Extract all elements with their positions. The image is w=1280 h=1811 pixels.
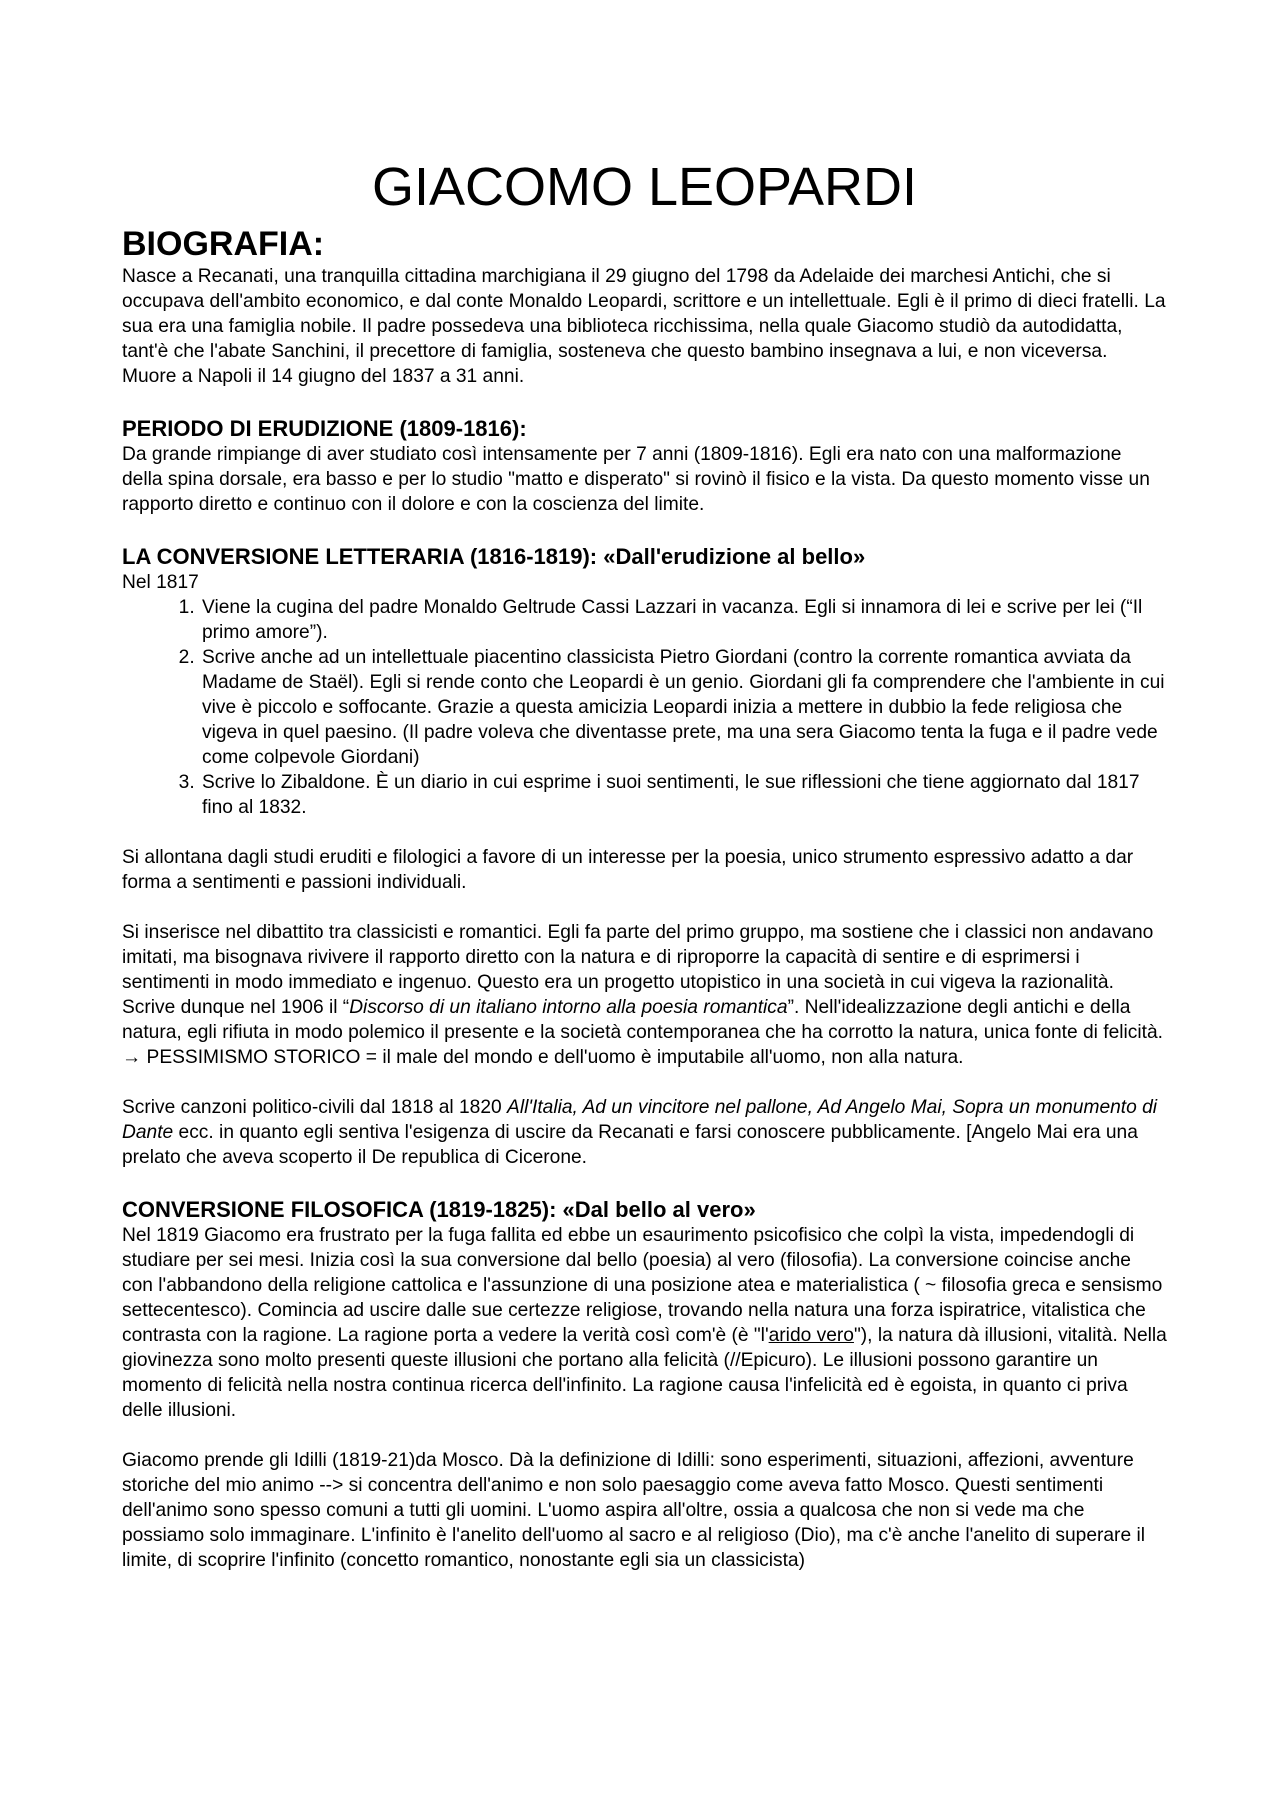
document-page [122,150,1167,1573]
discorso-title-italic: Discorso di un italiano intorno alla poesia romantica [349,997,788,1018]
dibattito-paragraph [122,920,1167,1070]
spacer [122,820,1167,845]
spacer [122,1070,1167,1095]
conversione-letteraria-list [122,595,1167,820]
filosofica-text-part: "), la natura dà illusioni, vitalità. Nella giovinezza sono molto presenti queste illusioni che portano alla felicità (//Epicuro). Le illusioni possono garantire un momento di felicità nella nostra continua ricerca dell'infinito. La ragione causa l'infelicità ed è egoista, in quanto ci priva delle illusioni. [122,1325,1167,1421]
canzoni-text-part: ecc. in quanto egli sentiva l'esigenza di uscire da Recanati e farsi conoscere pubblicamente. [Angelo Mai era una prelato che aveva scoperto il De republica di Cicerone. [122,1122,1138,1168]
spacer [122,1423,1167,1448]
section-heading-erudizione: PERIODO DI ERUDIZIONE (1809-1816): [122,416,527,441]
list-item: 3. Scrive lo Zibaldone. È un diario in cui esprime i suoi sentimenti, le sue riflessioni che tiene aggiornato dal 1817 fino al 1832. [200,770,1167,820]
arido-vero-underline: arido vero [768,1325,854,1346]
erudizione-paragraph: Da grande rimpiange di aver studiato così intensamente per 7 anni (1809-1816). Egli era nato con una malformazione della spina dorsale, era basso e per lo studio "matto e disperato" si rovinò il fisico e la vista. Da questo momento visse un rapporto diretto e continuo con il dolore e con la coscienza del limite. [122,444,1150,515]
spacer [122,389,1167,415]
spacer [122,517,1167,543]
poesia-paragraph: Si allontana dagli studi eruditi e filologici a favore di un interesse per la poesia, unico strumento espressivo adatto a dar forma a sentimenti e passioni individuali. [122,847,1134,893]
list-item: 1. Viene la cugina del padre Monaldo Geltrude Cassi Lazzari in vacanza. Egli si innamora di lei e scrive per lei (“Il primo amore”). [200,595,1167,645]
section-heading-conversione-letteraria: LA CONVERSIONE LETTERARIA (1816-1819): «Dall'erudizione al bello» [122,544,866,569]
section-heading-conversione-filosofica: CONVERSIONE FILOSOFICA (1819-1825): «Dal bello al vero» [122,1197,756,1222]
spacer [122,895,1167,920]
document-title: GIACOMO LEOPARDI [371,157,918,217]
canzoni-titles-italic: All'Italia, Ad un vincitore nel pallone, Ad Angelo Mai, Sopra un monumento di Dante [122,1097,1158,1143]
dibattito-text-part: Si inserisce nel dibattito tra classicisti e romantici. Egli fa parte del primo gruppo, ma sostiene che i classici non andavano imitati, ma bisognava rivivere il rapporto diretto con la natura e di riproporre la capacità di sentire e di esprimersi i sentimenti in modo immediato e ingenuo. Questo era un progetto utopistico in una società in cui vigeva la razionalità. Scrive dunque nel 1906 il “ [122,922,1154,1018]
idilli-paragraph: Giacomo prende gli Idilli (1819-21)da Mosco. Dà la definizione di Idilli: sono esperimenti, situazioni, affezioni, avventure storiche del mio animo --> si concentra dell'animo e non solo paesaggio come aveva fatto Mosco. Questi sentimenti dell'animo sono spesso comuni a tutti gli uomini. L'uomo aspira all'oltre, ossia a qualcosa che non si vede ma che possiamo solo immaginare. L'infinito è l'anelito dell'uomo al sacro e al religioso (Dio), ma c'è anche l'anelito di superare il limite, di scoprire l'infinito (concetto romantico, nonostante egli sia un classicista) [122,1450,1145,1571]
filosofica-text-part: Nel 1819 Giacomo era frustrato per la fuga fallita ed ebbe un esaurimento psicofisico che colpì la vista, impedendogli di studiare per sei mesi. Inizia così la sua conversione dal bello (poesia) al vero (filosofia). La conversione coincise anche con l'abbandono della religione cattolica e l'assunzione di una posizione atea e materialistica ( ~ filosofia greca e sensismo settecentesco). Comincia ad uscire dalle sue certezze religiose, trovando nella natura una forza ispiratrice, vitalistica che contrasta con la ragione. La ragione porta a vedere la verità così com'è (è "l' [122,1225,1163,1346]
dibattito-text-part: ”. Nell'idealizzazione degli antichi e della natura, egli rifiuta in modo polemico il presente e la società contemporanea che ha corrotto la natura, unica fonte di felicità. → PESSIMISMO STORICO = il male del mondo e dell'uomo è imputabile all'uomo, non alla natura. [122,997,1163,1068]
canzoni-paragraph [122,1095,1167,1170]
conversione-letteraria-intro: Nel 1817 [122,572,199,593]
section-heading-biografia: BIOGRAFIA: [122,225,325,263]
biografia-death-line: Muore a Napoli il 14 giugno del 1837 a 31 anni. [122,366,525,387]
filosofica-paragraph [122,1223,1167,1423]
spacer [122,1170,1167,1196]
list-item: 2. Scrive anche ad un intellettuale piacentino classicista Pietro Giordani (contro la corrente romantica avviata da Madame de Staël). Egli si rende conto che Leopardi è un genio. Giordani gli fa comprendere che l'ambiente in cui vive è piccolo e soffocante. Grazie a questa amicizia Leopardi inizia a mettere in dubbio la fede religiosa che vigeva in quel paesino. (Il padre voleva che diventasse prete, ma una sera Giacomo tenta la fuga e il padre vede come colpevole Giordani) [200,645,1167,770]
biografia-paragraph: Nasce a Recanati, una tranquilla cittadina marchigiana il 29 giugno del 1798 da Adelaide dei marchesi Antichi, che si occupava dell'ambito economico, e dal conte Monaldo Leopardi, scrittore e un intellettuale. Egli è il primo di dieci fratelli. La sua era una famiglia nobile. Il padre possedeva una biblioteca ricchissima, nella quale Giacomo studiò da autodidatta, tant'è che l'abate Sanchini, il precettore di famiglia, sosteneva che questo bambino insegnava a lui, e non viceversa. [122,266,1166,362]
canzoni-text-part: Scrive canzoni politico-civili dal 1818 al 1820 [122,1097,508,1118]
